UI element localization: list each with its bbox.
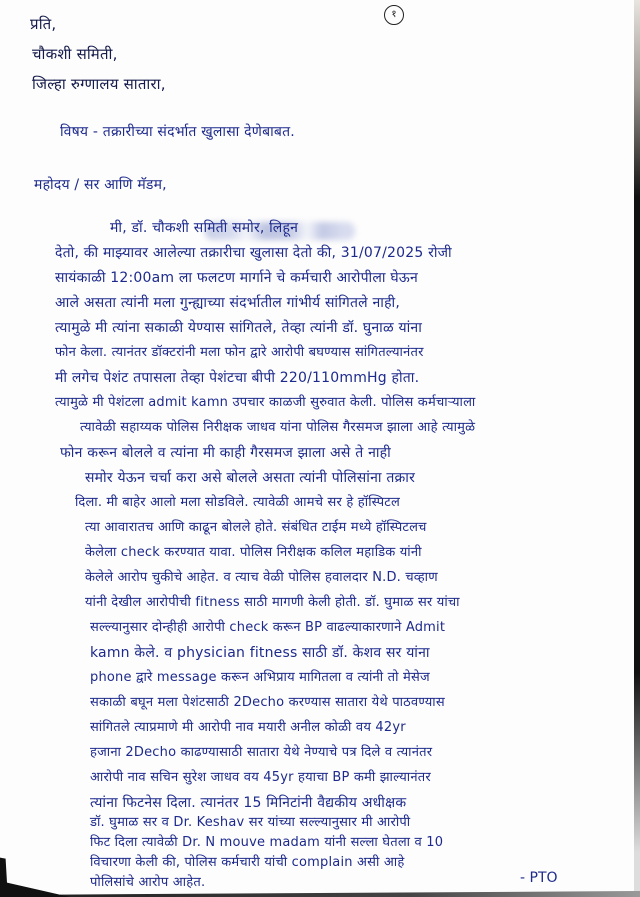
body-line-21: सांगितले त्याप्रमाणे मी आरोपी नाव मयारी अनील कोळी वय 42yr [90,720,406,735]
body-line-17: सल्ल्यानुसार दोन्हीही आरोपी check करून BP वाढल्याकारणाने Admit [90,620,446,635]
body-line-3: आले असता त्यांनी मला गुन्ह्याच्या संदर्भातील गांभीर्य सांगितले नाही, [55,295,400,311]
body-line-14: केलेला check करण्यात यावा. पोलिस निरीक्षक कलिल महाडिक यांनी [85,545,422,560]
subject-line: विषय - तक्रारीच्या संदर्भात खुलासा देणेबाबत. [60,124,295,140]
body-line-22: हजाना 2Decho काढण्यासाठी सातारा येथे नेण्याचे पत्र दिले व त्यानंतर [90,745,433,760]
paper-right-edge [634,0,640,897]
body-line-11: समोर येऊन चर्चा करा असे बोलले असता त्यांनी पोलिसांना तक्रार [85,470,416,486]
body-line-4: त्यामुळे मी त्यांना सकाळी येण्यास सांगितले, तेव्हा त्यांनी डॉ. घुनाळ यांना [55,320,423,336]
body-line-10: फोन करून बोलले व त्यांना मी काही गैरसमज झाला असे ते नाही [60,445,391,461]
body-line-25: डॉ. घुमाळ सर व Dr. Keshav सर यांच्या सल्ल्यानुसार मी आरोपी [90,815,411,830]
body-line-12: दिला. मी बाहेर आलो मला सोडविले. त्यावेळी आमचे सर हे हॉस्पिटल [75,495,401,510]
body-line-2: सायंकाळी 12:00am ला फलटण मार्गाने चे कर्मचारी आरोपीला घेऊन [55,270,418,286]
body-line-8: त्यामुळे मी पेशंटला admit kamn उपचार काळजी सुरुवात केली. पोलिस कर्मचाऱ्याला [55,395,476,410]
body-line-23: आरोपी नाव सचिन सुरेश जाधव वय 45yr हयाचा BP कमी झाल्यानंतर [90,770,431,785]
address-line1: चौकशी समिती, [32,45,118,63]
body-line-15: केलेले आरोप चुकीचे आहेत. व त्याच वेळी पोलिस हवालदार N.D. चव्हाण [85,570,438,585]
body-line-13: त्या आवारातच आणि काढून बोलले होते. संबंधित टाईम मध्ये हॉस्पिटलच [85,520,427,535]
body-line-18: kamn केले. व physician fitness साठी डॉ. केशव सर यांना [90,645,430,661]
address-line2: जिल्हा रुग्णालय सातारा, [32,75,166,93]
address-to: प्रति, [30,15,57,33]
page-number: १ [384,5,404,25]
body-line-19: phone द्वारे message करून अभिप्राय मागितला व त्यांनी तो मेसेज [90,670,430,685]
body-line-33: पोलिसांचे आरोप आहेत. [90,875,206,890]
body-line-20: सकाळी बघून मला पेशंटसाठी 2Decho करण्यास सातारा येथे पाठवण्यास [90,695,445,710]
body-line-26: फिट दिला त्यावेळी Dr. N mouve madam यांनी सल्ला घेतला व 10 [90,835,444,850]
body-line-16: यांनी देखील आरोपीची fitness साठी मागणी केली होती. डॉ. घुमाळ सर यांचा [85,595,460,610]
body-line-0: मी, डॉ. चौकशी समिती समोर, लिहून [110,220,299,236]
body-line-9: त्यावेळी सहाय्यक पोलिस निरीक्षक जाधव यांना पोलिस गैरसमज झाला आहे त्यामुळे [80,420,476,435]
body-line-1: देतो, की माझ्यावर आलेल्या तक्रारीचा खुलासा देतो की, 31/07/2025 रोजी [55,245,452,261]
pto-marker: - PTO [520,870,558,886]
body-line-31: विचारणा केली की, पोलिस कर्मचारी यांची complain असी आहे [90,855,405,870]
background-corner-shadow [0,849,70,897]
body-line-5: फोन केला. त्यानंतर डॉक्टरांनी मला फोन द्वारे आरोपी बघण्यास सांगितल्यानंतर [55,345,424,360]
salutation: महोदय / सर आणि मॅडम, [34,177,167,193]
body-line-6: मी लगेच पेशंट तपासला तेव्हा पेशंटचा बीपी 220/110mmHg होता. [55,370,420,386]
body-line-24: त्यांना फिटनेस दिला. त्यानंतर 15 मिनिटांनी वैद्यकीय अधीक्षक [90,795,407,811]
